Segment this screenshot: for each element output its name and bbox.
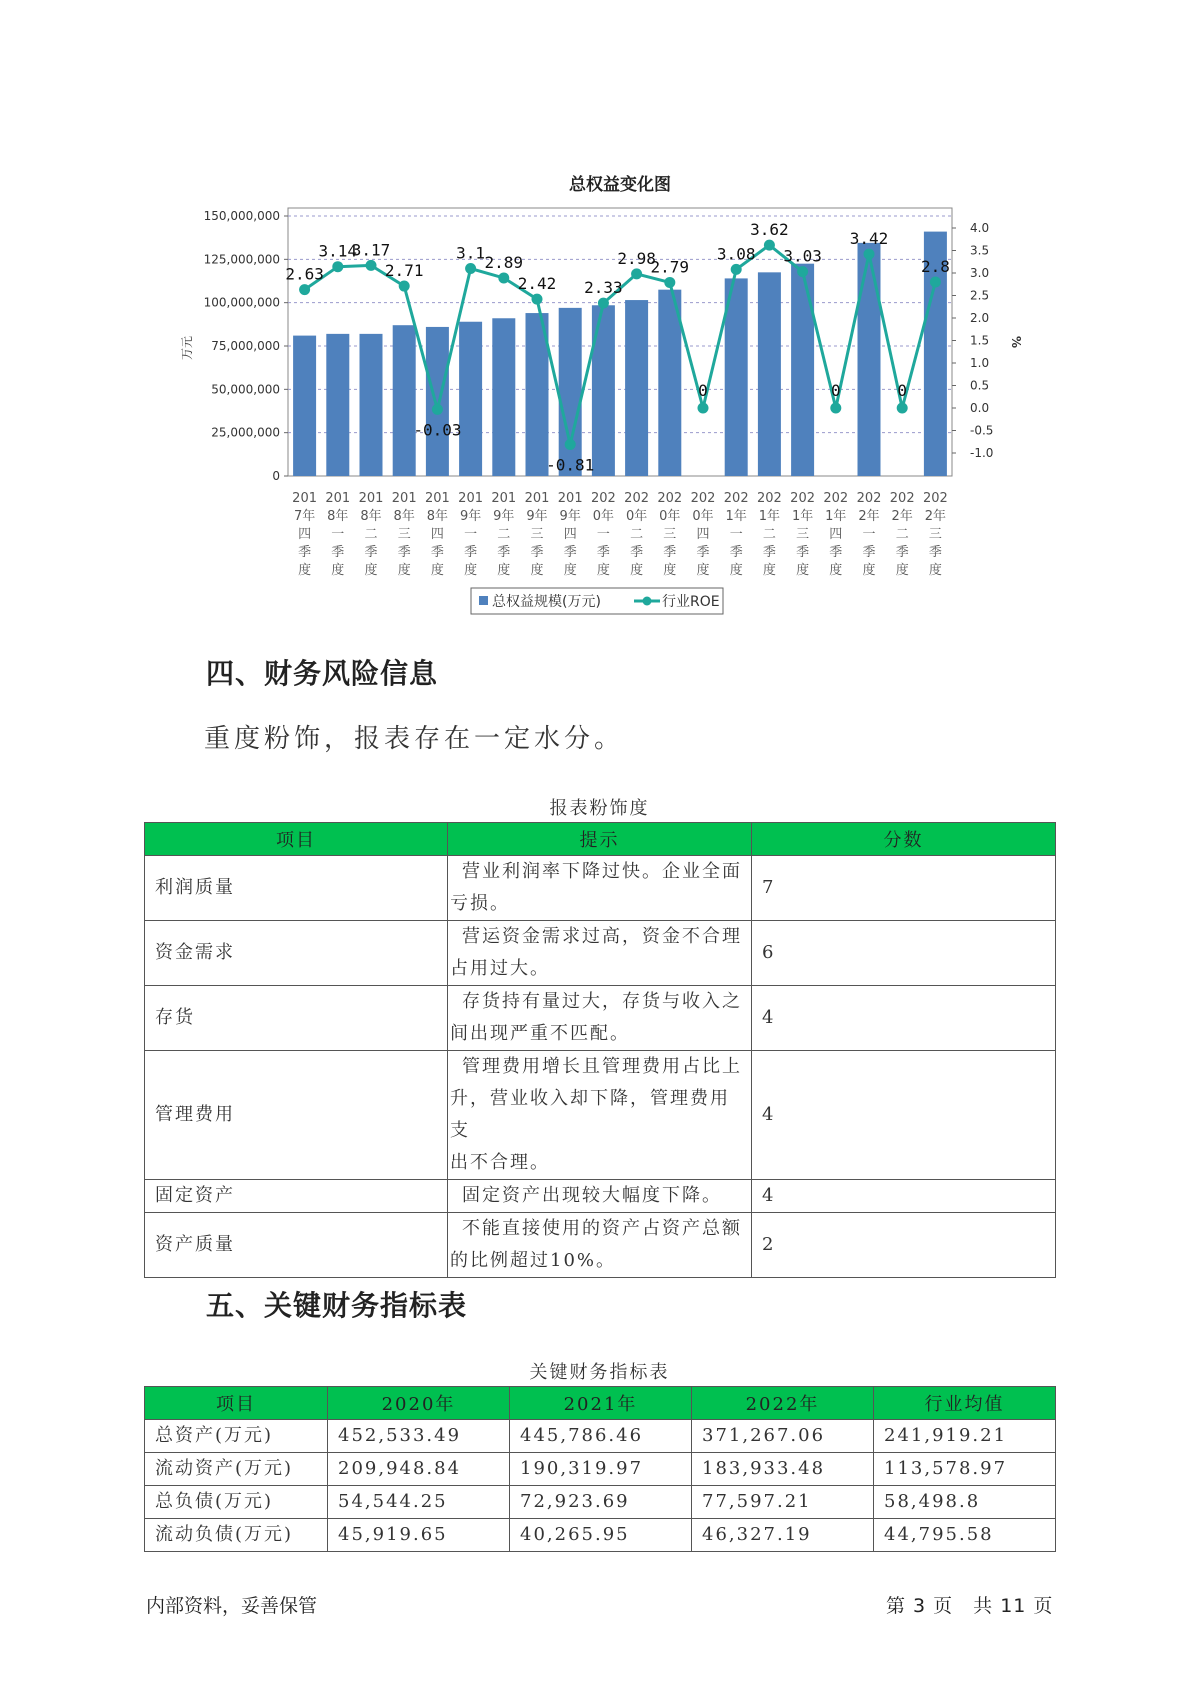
right-tick-label: 1.0	[970, 356, 990, 370]
risk-score: 4	[752, 1051, 1056, 1180]
x-tick-label: 2年	[858, 509, 880, 524]
table1-header-item: 项目	[145, 823, 448, 856]
x-tick-label: 季	[464, 545, 478, 560]
roe-point	[465, 263, 476, 274]
right-axis-label: %	[1009, 335, 1023, 349]
x-tick-label: 一	[729, 527, 743, 542]
roe-data-label: 3.17	[351, 240, 391, 260]
left-tick-label: 150,000,000	[203, 209, 280, 223]
x-tick-label: 季	[829, 545, 843, 560]
x-tick-label: 202	[856, 491, 882, 506]
risk-item: 固定资产	[145, 1180, 448, 1213]
indicator-value: 46,327.19	[692, 1519, 874, 1552]
roe-data-label: 2.79	[650, 257, 690, 277]
x-tick-label: 202	[690, 491, 716, 506]
x-tick-label: 度	[596, 563, 610, 578]
table2-header: 项目	[145, 1387, 328, 1420]
left-tick-label: 125,000,000	[203, 252, 280, 267]
x-tick-label: 8年	[360, 509, 382, 524]
x-tick-label: 202	[624, 491, 650, 506]
equity-bar	[791, 264, 814, 476]
equity-bar	[758, 272, 781, 476]
risk-score: 6	[752, 921, 1056, 986]
x-tick-label: 季	[331, 545, 345, 560]
right-tick-label: 1.5	[970, 333, 990, 348]
left-tick-label: 25,000,000	[211, 425, 280, 440]
x-tick-label: 季	[563, 545, 577, 560]
x-tick-label: 度	[928, 563, 942, 578]
table1-header-tip: 提示	[448, 823, 752, 856]
right-tick-label: 0.0	[970, 401, 990, 415]
indicator-value: 183,933.48	[692, 1453, 874, 1486]
x-tick-label: 二	[762, 527, 776, 542]
roe-point	[664, 277, 675, 288]
equity-bar	[459, 322, 482, 476]
window-dressing-table	[144, 822, 1056, 1278]
left-axis-label: 万元	[180, 335, 194, 361]
table1-header-score: 分数	[752, 823, 1056, 856]
equity-bar	[858, 243, 881, 476]
roe-point	[764, 240, 775, 251]
x-tick-label: 201	[424, 491, 450, 506]
left-tick-label: 75,000,000	[211, 339, 280, 353]
indicator-value: 209,948.84	[328, 1453, 510, 1486]
x-tick-label: 季	[762, 545, 776, 560]
x-tick-label: 201	[325, 491, 351, 506]
x-tick-label: 202	[723, 491, 749, 506]
x-tick-label: 一	[862, 527, 876, 542]
roe-point	[332, 261, 343, 272]
indicator-value: 45,919.65	[328, 1519, 510, 1552]
x-tick-label: 度	[397, 563, 411, 578]
roe-data-label: 3.42	[849, 229, 889, 249]
indicator-name: 总负债(万元)	[145, 1486, 328, 1519]
roe-point	[897, 403, 908, 414]
x-tick-label: 季	[530, 545, 544, 560]
x-tick-label: 四	[298, 527, 312, 542]
x-tick-label: 二	[895, 527, 909, 542]
x-tick-label: 三	[796, 527, 810, 542]
table1-caption: 报表粉饰度	[549, 798, 650, 819]
x-tick-label: 四	[829, 527, 843, 542]
roe-data-label: 3.03	[783, 246, 822, 266]
x-tick-label: 度	[663, 563, 677, 578]
footer-confidential: 内部资料，妥善保管	[146, 1595, 318, 1617]
x-tick-label: 202	[756, 491, 782, 506]
right-tick-label: 3.5	[970, 243, 990, 258]
x-tick-label: 8年	[327, 509, 349, 524]
x-tick-label: 季	[596, 545, 610, 560]
x-tick-label: 9年	[526, 509, 548, 524]
indicator-value: 190,319.97	[510, 1453, 692, 1486]
roe-data-label: 0	[698, 381, 708, 400]
x-tick-label: 度	[464, 563, 478, 578]
x-tick-label: 季	[862, 545, 876, 560]
x-tick-label: 三	[397, 527, 411, 542]
x-tick-label: 季	[298, 545, 312, 560]
roe-point	[565, 439, 576, 450]
x-tick-label: 四	[430, 527, 444, 542]
risk-item: 利润质量	[145, 856, 448, 921]
x-tick-label: 202	[657, 491, 683, 506]
risk-item: 资产质量	[145, 1213, 448, 1278]
equity-bar	[426, 327, 449, 476]
risk-tip-line: 不能直接使用的资产占资产总额	[462, 1218, 742, 1239]
indicator-value: 445,786.46	[510, 1420, 692, 1453]
equity-chart	[0, 0, 1191, 640]
indicator-value: 371,267.06	[692, 1420, 874, 1453]
x-tick-label: 二	[630, 527, 644, 542]
x-tick-label: 度	[298, 563, 312, 578]
table-row	[145, 856, 1056, 921]
x-tick-label: 8年	[393, 509, 415, 524]
chart-title: 总权益变化图	[569, 175, 671, 195]
x-tick-label: 202	[922, 491, 948, 506]
risk-tip	[448, 1051, 752, 1180]
roe-point	[498, 272, 509, 283]
x-tick-label: 季	[430, 545, 444, 560]
x-tick-label: 三	[530, 527, 544, 542]
x-tick-label: 度	[862, 563, 876, 578]
equity-bar	[559, 308, 582, 476]
x-tick-label: 度	[729, 563, 743, 578]
x-tick-label: 201	[491, 491, 517, 506]
roe-data-label: 3.14	[318, 241, 358, 261]
x-tick-label: 1年	[725, 509, 747, 524]
right-tick-label: -1.0	[970, 446, 994, 460]
left-tick-label: 50,000,000	[211, 382, 280, 397]
x-tick-label: 一	[596, 527, 610, 542]
legend-bar-label: 总权益规模(万元)	[492, 594, 601, 610]
x-tick-label: 季	[796, 545, 810, 560]
roe-data-label: 0	[897, 381, 908, 400]
section5-heading: 五、关键财务指标表	[206, 1289, 468, 1322]
risk-score: 7	[752, 856, 1056, 921]
x-tick-label: 0年	[625, 509, 648, 524]
risk-tip	[448, 1180, 752, 1213]
risk-score: 2	[752, 1213, 1056, 1278]
x-tick-label: 0年	[659, 509, 681, 524]
risk-tip-line: 升，营业收入却下降，管理费用支	[450, 1088, 730, 1141]
table2-header: 2020年	[328, 1387, 510, 1420]
x-tick-label: 2年	[891, 509, 913, 524]
x-tick-label: 202	[823, 491, 849, 506]
x-tick-label: 度	[563, 563, 577, 578]
risk-tip-line: 管理费用增长且管理费用占比上	[462, 1056, 742, 1077]
equity-bar	[492, 318, 515, 476]
x-tick-label: 二	[364, 527, 378, 542]
right-tick-label: 0.5	[970, 378, 990, 393]
table2-header: 行业均值	[874, 1387, 1056, 1420]
x-tick-label: 度	[364, 563, 378, 578]
legend-line-marker	[643, 597, 652, 606]
roe-point	[830, 403, 841, 414]
left-tick-label: 0	[272, 469, 280, 483]
roe-point	[366, 260, 377, 271]
x-tick-label: 2年	[924, 509, 947, 524]
risk-tip-line: 亏损。	[450, 893, 510, 914]
x-tick-label: 季	[696, 545, 710, 560]
x-tick-label: 0年	[592, 509, 615, 524]
x-tick-label: 8年	[426, 509, 449, 524]
risk-tip	[448, 921, 752, 986]
x-tick-label: 度	[829, 563, 843, 578]
equity-bar	[326, 334, 349, 476]
risk-tip-line: 固定资产出现较大幅度下降。	[462, 1185, 722, 1206]
table-row	[145, 921, 1056, 986]
x-tick-label: 季	[729, 545, 743, 560]
indicator-value: 44,795.58	[874, 1519, 1056, 1552]
x-tick-label: 度	[331, 563, 345, 578]
roe-data-label: 2.71	[384, 261, 424, 281]
x-tick-label: 0年	[692, 509, 714, 524]
x-tick-label: 202	[889, 491, 915, 506]
left-tick-label: 100,000,000	[203, 295, 280, 310]
x-tick-label: 度	[696, 563, 710, 578]
roe-point	[631, 268, 642, 279]
x-tick-label: 1年	[825, 509, 847, 524]
indicator-value: 452,533.49	[328, 1420, 510, 1453]
roe-point	[432, 404, 443, 415]
risk-score: 4	[752, 1180, 1056, 1213]
footer-page-number: 第 3 页 共 11 页	[886, 1595, 1054, 1617]
risk-item: 管理费用	[145, 1051, 448, 1180]
roe-data-label: 3.62	[750, 220, 789, 240]
x-tick-label: 三	[663, 527, 677, 542]
x-tick-label: 季	[895, 545, 909, 560]
roe-data-label: 3.08	[716, 244, 756, 264]
x-tick-label: 度	[895, 563, 909, 578]
indicator-value: 241,919.21	[874, 1420, 1056, 1453]
x-tick-label: 度	[430, 563, 444, 578]
roe-point	[532, 294, 543, 305]
risk-tip-line: 占用过大。	[450, 958, 550, 979]
x-tick-label: 9年	[493, 509, 515, 524]
table-row	[145, 1051, 1056, 1180]
table-row	[145, 1180, 1056, 1213]
equity-bar	[393, 325, 416, 476]
x-tick-label: 四	[696, 527, 710, 542]
equity-bar	[625, 300, 648, 476]
x-tick-label: 201	[557, 491, 583, 506]
risk-tip-line: 营业利润率下降过快。企业全面	[462, 861, 742, 882]
indicator-name: 流动资产(万元)	[145, 1453, 328, 1486]
x-tick-label: 季	[630, 545, 644, 560]
x-tick-label: 季	[364, 545, 378, 560]
roe-point	[598, 298, 609, 309]
indicator-value: 77,597.21	[692, 1486, 874, 1519]
roe-point	[864, 249, 875, 260]
risk-tip	[448, 1213, 752, 1278]
x-tick-label: 四	[563, 527, 577, 542]
x-tick-label: 202	[590, 491, 616, 506]
x-tick-label: 1年	[758, 509, 781, 524]
table2-header: 2021年	[510, 1387, 692, 1420]
x-tick-label: 一	[464, 527, 478, 542]
roe-point	[698, 403, 709, 414]
indicator-value: 40,265.95	[510, 1519, 692, 1552]
roe-data-label: -0.03	[413, 420, 462, 440]
legend-line-label: 行业ROE	[662, 594, 720, 610]
x-tick-label: 度	[796, 563, 810, 578]
roe-data-label: 2.33	[584, 278, 623, 298]
x-tick-label: 度	[630, 563, 644, 578]
table2-header: 2022年	[692, 1387, 874, 1420]
indicator-value: 72,923.69	[510, 1486, 692, 1519]
roe-point	[797, 266, 808, 277]
roe-data-label: -0.81	[546, 455, 595, 475]
x-tick-label: 9年	[459, 509, 482, 524]
risk-summary: 重度粉饰，报表存在一定水分。	[204, 724, 625, 754]
equity-bar	[360, 334, 383, 476]
x-tick-label: 201	[391, 491, 417, 506]
risk-score: 4	[752, 986, 1056, 1051]
table-row	[145, 1420, 1056, 1453]
legend-bar-swatch	[479, 596, 488, 605]
indicator-name: 总资产(万元)	[145, 1420, 328, 1453]
table-row	[145, 1213, 1056, 1278]
indicator-name: 流动负债(万元)	[145, 1519, 328, 1552]
roe-data-label: 2.63	[285, 264, 324, 284]
right-tick-label: 2.5	[970, 288, 990, 303]
right-tick-label: 2.0	[970, 311, 990, 325]
risk-tip-line: 的比例超过10%。	[450, 1250, 617, 1271]
key-indicators-table	[144, 1386, 1056, 1552]
x-tick-label: 9年	[559, 509, 581, 524]
roe-point	[930, 277, 941, 288]
risk-tip-line: 出不合理。	[450, 1152, 550, 1173]
x-tick-label: 度	[762, 563, 776, 578]
roe-point	[399, 281, 410, 292]
x-tick-label: 季	[397, 545, 411, 560]
roe-point	[299, 284, 310, 295]
roe-data-label: 2.89	[484, 252, 524, 272]
x-tick-label: 季	[928, 545, 942, 560]
x-tick-label: 二	[497, 527, 511, 542]
risk-item: 资金需求	[145, 921, 448, 986]
risk-tip-line: 营运资金需求过高，资金不合理	[462, 926, 742, 947]
x-tick-label: 三	[928, 527, 942, 542]
x-tick-label: 季	[663, 545, 677, 560]
x-tick-label: 度	[497, 563, 511, 578]
risk-tip	[448, 856, 752, 921]
x-tick-label: 201	[458, 491, 484, 506]
equity-bar	[293, 336, 316, 476]
indicator-value: 113,578.97	[874, 1453, 1056, 1486]
x-tick-label: 度	[530, 563, 544, 578]
right-tick-label: 3.0	[970, 266, 990, 280]
risk-item: 存货	[145, 986, 448, 1051]
section4-heading: 四、财务风险信息	[206, 657, 439, 690]
roe-data-label: 0	[830, 381, 841, 400]
roe-data-label: 2.42	[517, 274, 557, 294]
roe-data-label: 2.8	[920, 257, 950, 276]
risk-tip-line: 存货持有量过大，存货与收入之	[462, 991, 742, 1012]
indicator-value: 58,498.8	[874, 1486, 1056, 1519]
x-tick-label: 202	[790, 491, 816, 506]
table-row	[145, 986, 1056, 1051]
right-tick-label: -0.5	[970, 423, 994, 438]
x-tick-label: 201	[524, 491, 550, 506]
table2-caption: 关键财务指标表	[529, 1362, 670, 1383]
x-tick-label: 201	[292, 491, 318, 506]
x-tick-label: 1年	[791, 509, 814, 524]
x-tick-label: 季	[497, 545, 511, 560]
roe-data-label: 3.1	[456, 243, 486, 263]
x-tick-label: 一	[331, 527, 345, 542]
right-tick-label: 4.0	[970, 221, 990, 235]
table-row	[145, 1519, 1056, 1552]
x-tick-label: 201	[358, 491, 384, 506]
table-row	[145, 1486, 1056, 1519]
roe-data-label: 2.98	[617, 248, 656, 268]
risk-tip	[448, 986, 752, 1051]
x-tick-label: 7年	[293, 509, 316, 524]
risk-tip-line: 间出现严重不匹配。	[450, 1023, 630, 1044]
table-row	[145, 1453, 1056, 1486]
indicator-value: 54,544.25	[328, 1486, 510, 1519]
roe-point	[731, 264, 742, 275]
